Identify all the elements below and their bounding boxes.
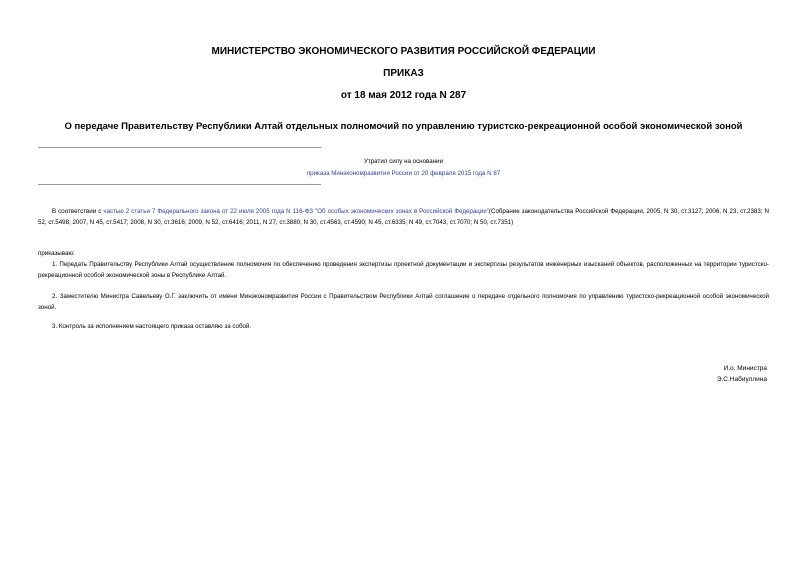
signatory-name: Э.С.Набиуллина xyxy=(716,376,767,383)
order-word: приказываю: xyxy=(38,250,75,257)
preamble-paragraph xyxy=(38,206,769,228)
federal-law-link[interactable]: частью 2 статьи 7 Федерального закона от 22 июля 2005 года N 116-ФЗ "Об особых экономических зонах в Российской Федерации" xyxy=(103,208,489,215)
preamble-suffix: (Собрание законодательства Российской Федерации, 2005, N 30, ст.3127; 2006, N 23, ст.2383; N 52, ст.5498; 2007, N 45, ст.5417; 2008, N 30, ст.3616; 2009, N 52, ст.6416; 2011, N 27, ст.3880; N 30, ст.4563, ст.4590; N 45, ст.6335; N 49, ст.7043, ст.7070; N 50, ст.7351) xyxy=(38,208,770,226)
status-note xyxy=(0,156,807,180)
signature-block xyxy=(717,363,767,385)
order-item-3: 3. Контроль за исполнением настоящего приказа оставляю за собой. xyxy=(52,323,252,330)
document-date-number: от 18 мая 2012 года N 287 xyxy=(340,90,467,101)
repeal-order-link[interactable]: приказа Минэкономразвития России от 20 февраля 2015 года N 87 xyxy=(306,170,501,177)
document-type: ПРИКАЗ xyxy=(383,68,424,79)
divider-top xyxy=(38,147,321,148)
preamble-prefix: В соответствии с xyxy=(52,208,104,215)
status-note-text: Утратил силу на основании xyxy=(363,158,444,165)
order-item-1: 1. Передать Правительству Республики Алтай осуществление полномочия по обеспечению проведения экспертизы проектной документации и экспертизы результатов инженерных изысканий объектов, расположенных на территории туристско-рекреационной особой экономической зоны в Республике Алтай. xyxy=(38,261,769,279)
order-item-2: 2. Заместителю Министра Савельеву О.Г. заключить от имени Минэкономразвития России с Правительством Республики Алтай соглашение о передаче отдельного полномочия по управлению туристско-рекреационной особой экономической зоной. xyxy=(38,293,769,311)
ministry-heading: МИНИСТЕРСТВО ЭКОНОМИЧЕСКОГО РАЗВИТИЯ РОССИЙСКОЙ ФЕДЕРАЦИИ xyxy=(211,46,596,57)
document-title: О передаче Правительству Республики Алтай отдельных полномочий по управлению туристско-рекреационной особой экономической зоной xyxy=(64,121,743,132)
signatory-position: И.о. Министра xyxy=(723,365,767,372)
divider-bottom xyxy=(38,184,321,185)
